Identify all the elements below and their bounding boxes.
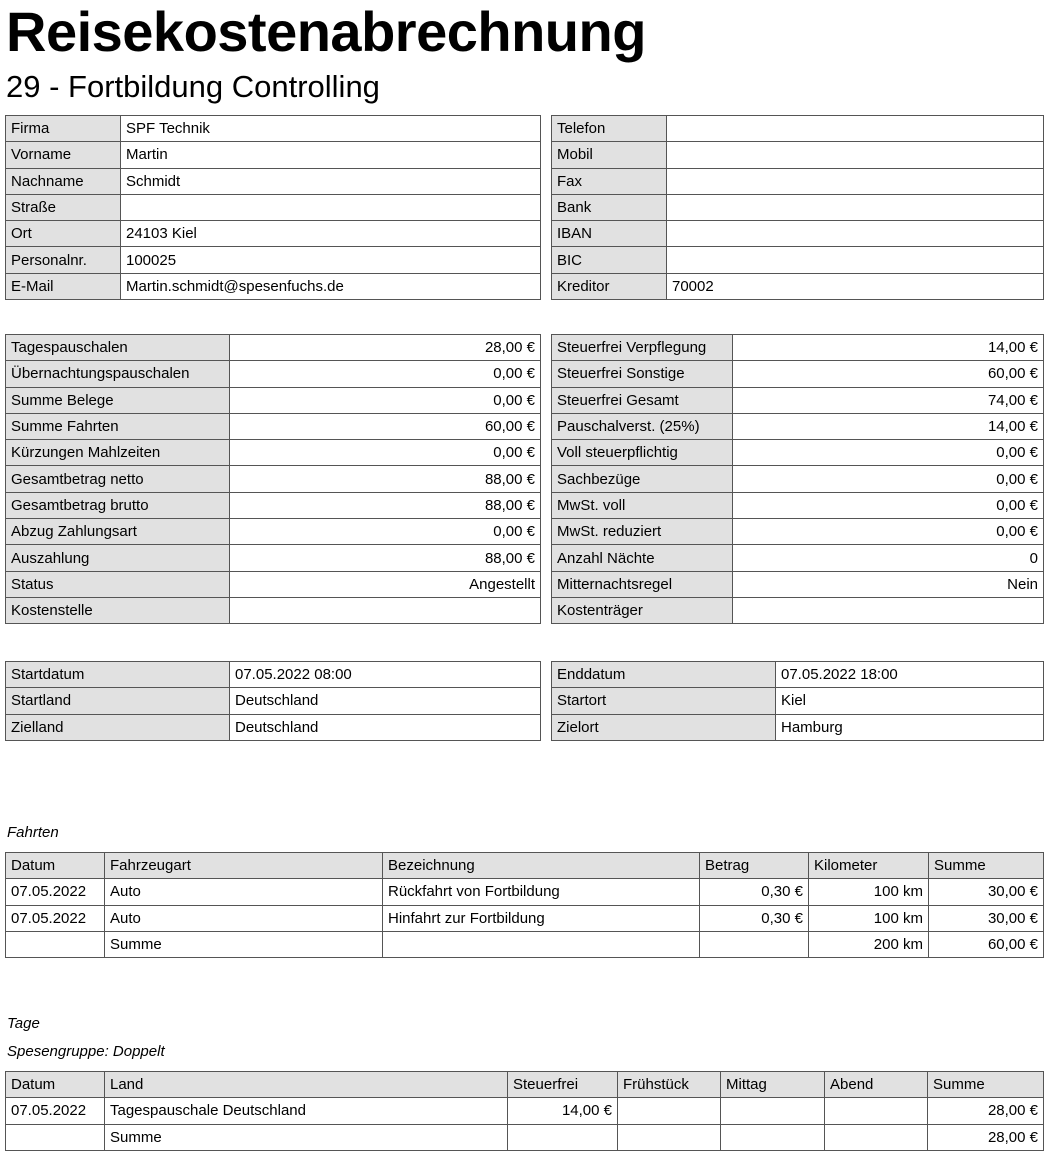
- column-header: Betrag: [700, 853, 809, 879]
- header-row: [6, 853, 1044, 879]
- column-header: Kilometer: [809, 853, 929, 879]
- field-value: Martin: [121, 142, 541, 168]
- table-cell: 28,00 €: [928, 1124, 1044, 1150]
- field-label: Startdatum: [6, 662, 230, 688]
- field-label: Zielort: [552, 714, 776, 740]
- field-label: Firma: [6, 116, 121, 142]
- field-label: Summe Belege: [6, 387, 230, 413]
- table-cell: Summe: [105, 931, 383, 957]
- personal-info-left-table: [5, 115, 541, 300]
- column-header: Frühstück: [618, 1072, 721, 1098]
- table-row: [6, 194, 541, 220]
- personal-info-right-table: [551, 115, 1044, 300]
- column-header: Bezeichnung: [383, 853, 700, 879]
- field-value: 0,00 €: [733, 466, 1044, 492]
- totals-right-table: [551, 334, 1044, 624]
- table-cell: [508, 1124, 618, 1150]
- table-cell: 14,00 €: [508, 1098, 618, 1124]
- table-row: [552, 194, 1044, 220]
- column-header: Summe: [929, 853, 1044, 879]
- column-header: Mittag: [721, 1072, 825, 1098]
- table-cell: Auto: [105, 879, 383, 905]
- table-row: [6, 361, 541, 387]
- field-label: Tagespauschalen: [6, 335, 230, 361]
- field-value: [121, 194, 541, 220]
- fahrten-table-header: [6, 853, 1044, 879]
- trip-right-table: [551, 661, 1044, 741]
- table-row: [552, 545, 1044, 571]
- field-value: 07.05.2022 08:00: [230, 662, 541, 688]
- table-cell: 100 km: [809, 905, 929, 931]
- field-value: 14,00 €: [733, 413, 1044, 439]
- table-cell: 07.05.2022: [6, 905, 105, 931]
- table-row: [6, 335, 541, 361]
- field-value: Deutschland: [230, 714, 541, 740]
- field-value: 100025: [121, 247, 541, 273]
- field-label: Summe Fahrten: [6, 413, 230, 439]
- field-label: Gesamtbetrag netto: [6, 466, 230, 492]
- table-row: [552, 335, 1044, 361]
- field-label: Ort: [6, 221, 121, 247]
- field-label: Kostenträger: [552, 597, 733, 623]
- field-value: [733, 597, 1044, 623]
- field-label: Startland: [6, 688, 230, 714]
- field-label: MwSt. reduziert: [552, 519, 733, 545]
- table-row: [552, 168, 1044, 194]
- field-value: 70002: [667, 273, 1044, 299]
- field-value: 88,00 €: [230, 466, 541, 492]
- fahrten-table: [5, 852, 1044, 958]
- column-header: Datum: [6, 1072, 105, 1098]
- table-cell: 30,00 €: [929, 905, 1044, 931]
- column-header: Steuerfrei: [508, 1072, 618, 1098]
- table-row: [552, 361, 1044, 387]
- table-cell: Auto: [105, 905, 383, 931]
- table-cell: [825, 1124, 928, 1150]
- table-cell: [700, 931, 809, 957]
- table-row: [6, 688, 541, 714]
- table-row: [552, 387, 1044, 413]
- field-label: Kreditor: [552, 273, 667, 299]
- totals-left-table: [5, 334, 541, 624]
- header-row: [6, 1072, 1044, 1098]
- table-cell: [618, 1124, 721, 1150]
- field-label: Steuerfrei Verpflegung: [552, 335, 733, 361]
- table-cell: 200 km: [809, 931, 929, 957]
- trip-left-body: [6, 662, 541, 741]
- totals-left-body: [6, 335, 541, 624]
- field-label: IBAN: [552, 221, 667, 247]
- field-label: Mobil: [552, 142, 667, 168]
- tage-table-header: [6, 1072, 1044, 1098]
- table-row: [6, 387, 541, 413]
- table-cell: Hinfahrt zur Fortbildung: [383, 905, 700, 931]
- table-row: [552, 413, 1044, 439]
- field-value: 28,00 €: [230, 335, 541, 361]
- field-value: [230, 597, 541, 623]
- field-label: BIC: [552, 247, 667, 273]
- table-row: [552, 571, 1044, 597]
- table-row: [6, 492, 541, 518]
- table-cell: 28,00 €: [928, 1098, 1044, 1124]
- field-value: 07.05.2022 18:00: [776, 662, 1044, 688]
- trip-right-body: [552, 662, 1044, 741]
- field-value: 0: [733, 545, 1044, 571]
- table-row: [6, 247, 541, 273]
- table-row: [6, 116, 541, 142]
- field-value: Hamburg: [776, 714, 1044, 740]
- field-value: 0,00 €: [230, 519, 541, 545]
- table-row: [6, 545, 541, 571]
- field-value: [667, 116, 1044, 142]
- field-value: 14,00 €: [733, 335, 1044, 361]
- field-label: Vorname: [6, 142, 121, 168]
- table-cell: 07.05.2022: [6, 1098, 105, 1124]
- field-value: 0,00 €: [733, 440, 1044, 466]
- field-label: Personalnr.: [6, 247, 121, 273]
- table-row: [6, 142, 541, 168]
- table-cell: Summe: [105, 1124, 508, 1150]
- field-label: Telefon: [552, 116, 667, 142]
- field-value: [667, 142, 1044, 168]
- field-label: Übernachtungspauschalen: [6, 361, 230, 387]
- table-row: [552, 714, 1044, 740]
- table-row: [552, 492, 1044, 518]
- field-label: Zielland: [6, 714, 230, 740]
- field-value: Kiel: [776, 688, 1044, 714]
- field-label: Bank: [552, 194, 667, 220]
- field-value: 60,00 €: [733, 361, 1044, 387]
- table-row: [6, 1098, 1044, 1124]
- page-subtitle: 29 - Fortbildung Controlling: [6, 69, 380, 104]
- column-header: Summe: [928, 1072, 1044, 1098]
- field-label: Auszahlung: [6, 545, 230, 571]
- table-cell: [721, 1098, 825, 1124]
- table-row: [6, 714, 541, 740]
- table-row: [552, 597, 1044, 623]
- field-label: Straße: [6, 194, 121, 220]
- table-row: [552, 142, 1044, 168]
- table-row: [552, 466, 1044, 492]
- field-value: Angestellt: [230, 571, 541, 597]
- field-value: SPF Technik: [121, 116, 541, 142]
- field-value: [667, 247, 1044, 273]
- table-row: [6, 440, 541, 466]
- field-value: 0,00 €: [230, 387, 541, 413]
- tage-heading: Tage: [7, 1015, 40, 1032]
- table-row: [552, 221, 1044, 247]
- table-row: [6, 168, 541, 194]
- table-row: [552, 247, 1044, 273]
- table-row: [6, 879, 1044, 905]
- table-cell: [825, 1098, 928, 1124]
- table-row: [552, 273, 1044, 299]
- table-row: [6, 905, 1044, 931]
- page-title: Reisekostenabrechnung: [6, 0, 646, 63]
- table-cell: 60,00 €: [929, 931, 1044, 957]
- field-label: Enddatum: [552, 662, 776, 688]
- column-header: Datum: [6, 853, 105, 879]
- column-header: Land: [105, 1072, 508, 1098]
- field-value: 74,00 €: [733, 387, 1044, 413]
- field-label: Pauschalverst. (25%): [552, 413, 733, 439]
- field-label: Steuerfrei Gesamt: [552, 387, 733, 413]
- table-row: [6, 662, 541, 688]
- field-label: Fax: [552, 168, 667, 194]
- table-cell: [6, 931, 105, 957]
- field-label: Steuerfrei Sonstige: [552, 361, 733, 387]
- table-cell: [618, 1098, 721, 1124]
- totals-right-body: [552, 335, 1044, 624]
- field-value: 0,00 €: [733, 519, 1044, 545]
- field-label: Nachname: [6, 168, 121, 194]
- personal-info-left-body: [6, 116, 541, 300]
- fahrten-table-body: [6, 879, 1044, 958]
- field-label: Gesamtbetrag brutto: [6, 492, 230, 518]
- table-cell: 07.05.2022: [6, 879, 105, 905]
- field-value: Deutschland: [230, 688, 541, 714]
- table-row: [6, 273, 541, 299]
- field-value: 0,00 €: [230, 440, 541, 466]
- tage-table-body: [6, 1098, 1044, 1151]
- table-row: [6, 1124, 1044, 1150]
- table-row: [552, 662, 1044, 688]
- field-value: 24103 Kiel: [121, 221, 541, 247]
- field-label: Sachbezüge: [552, 466, 733, 492]
- table-row: [552, 688, 1044, 714]
- field-label: MwSt. voll: [552, 492, 733, 518]
- field-value: 88,00 €: [230, 492, 541, 518]
- field-label: Kostenstelle: [6, 597, 230, 623]
- table-row: [6, 519, 541, 545]
- column-header: Fahrzeugart: [105, 853, 383, 879]
- table-row: [6, 413, 541, 439]
- spesengruppe-label: Spesengruppe: Doppelt: [7, 1043, 165, 1060]
- table-cell: [721, 1124, 825, 1150]
- table-row: [552, 116, 1044, 142]
- field-label: Abzug Zahlungsart: [6, 519, 230, 545]
- field-value: Schmidt: [121, 168, 541, 194]
- table-cell: Rückfahrt von Fortbildung: [383, 879, 700, 905]
- table-cell: Tagespauschale Deutschland: [105, 1098, 508, 1124]
- field-value: 0,00 €: [230, 361, 541, 387]
- field-label: Kürzungen Mahlzeiten: [6, 440, 230, 466]
- table-row: [6, 597, 541, 623]
- table-row: [552, 519, 1044, 545]
- table-row: [552, 440, 1044, 466]
- field-label: Voll steuerpflichtig: [552, 440, 733, 466]
- field-label: Status: [6, 571, 230, 597]
- field-label: Startort: [552, 688, 776, 714]
- field-value: 88,00 €: [230, 545, 541, 571]
- table-cell: 100 km: [809, 879, 929, 905]
- table-row: [6, 466, 541, 492]
- field-label: E-Mail: [6, 273, 121, 299]
- field-value: Martin.schmidt@spesenfuchs.de: [121, 273, 541, 299]
- field-value: 60,00 €: [230, 413, 541, 439]
- field-value: [667, 221, 1044, 247]
- field-value: [667, 194, 1044, 220]
- field-value: Nein: [733, 571, 1044, 597]
- field-value: [667, 168, 1044, 194]
- table-cell: [6, 1124, 105, 1150]
- table-row: [6, 221, 541, 247]
- table-cell: 30,00 €: [929, 879, 1044, 905]
- table-cell: 0,30 €: [700, 879, 809, 905]
- table-cell: [383, 931, 700, 957]
- tage-table: [5, 1071, 1044, 1151]
- personal-info-right-body: [552, 116, 1044, 300]
- trip-left-table: [5, 661, 541, 741]
- fahrten-heading: Fahrten: [7, 824, 59, 841]
- field-label: Mitternachtsregel: [552, 571, 733, 597]
- table-row: [6, 931, 1044, 957]
- field-value: 0,00 €: [733, 492, 1044, 518]
- table-row: [6, 571, 541, 597]
- column-header: Abend: [825, 1072, 928, 1098]
- table-cell: 0,30 €: [700, 905, 809, 931]
- field-label: Anzahl Nächte: [552, 545, 733, 571]
